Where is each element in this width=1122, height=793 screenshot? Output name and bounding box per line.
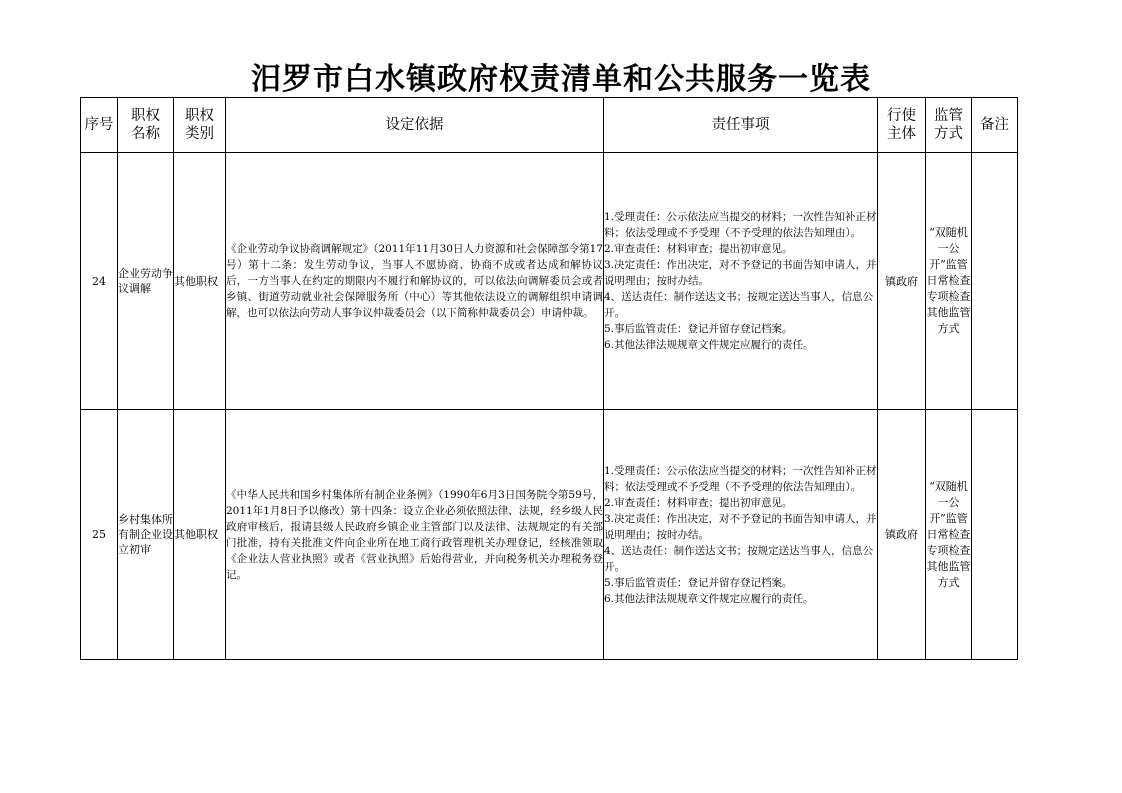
duty-item: 3.决定责任：作出决定，对不予登记的书面告知申请人，并说明理由；按时办结。 [604,259,877,287]
header-name: 职权名称 [118,98,174,153]
row-name: 乡村集体所有制企业设立初审 [118,410,174,660]
duty-item: 2.审查责任：材料审查；提出初审意见。 [604,243,793,255]
duty-item: 1.受理责任：公示依法应当提交的材料；一次性告知补正材料；依法受理或不予受理（不予受理的依法告知理由）。 [604,211,877,239]
header-duties: 责任事项 [604,98,878,153]
duty-item: 4、送达责任：制作送达文书；按规定送达当事人，信息公开。 [604,291,874,319]
row-duties [604,153,878,410]
header-type: 职权类别 [174,98,226,153]
header-remarks: 备注 [972,98,1018,153]
row-subject: 镇政府 [878,153,926,410]
duty-item: 5.事后监管责任：登记并留存登记档案。 [604,576,793,589]
row-subject: 镇政府 [878,410,926,660]
header-supervision: 监管方式 [926,98,972,153]
row-remarks [972,410,1018,660]
duty-item: 5.事后监管责任：登记并留存登记档案。 [604,323,793,335]
row-basis: 《企业劳动争议协商调解规定》（2011年11月30日人力资源和社会保障部令第17号）第十二条：发生劳动争议，当事人不愿协商、协商不成或者达成和解协议后，一方当事人在约定的期限内不履行和解协议的，可以依法向调解委员会或者乡镇、街道劳动就业社会保障服务所（中心）等其他依法设立的调解组织申请调解，也可以依法向劳动人事争议仲裁委员会（以下简称仲裁委员会）申请仲裁。 [226,153,604,410]
row-basis: 《中华人民共和国乡村集体所有制企业条例》（1990年6月3日国务院令第59号，2011年1月8日予以修改）第十四条：设立企业必须依照法律、法规，经乡级人民政府审核后，报请县级人民政府乡镇企业主管部门以及法律、法规规定的有关部门批准，持有关批准文件向企业所在地工商行政管理机关办理登记，经核准领取《企业法人营业执照》或者《营业执照》后始得营业，并向税务机关办理税务登记。 [226,410,604,660]
table-row [81,153,1018,410]
duty-item: 2.审查责任：材料审查；提出初审意见。 [604,496,793,509]
header-subject: 行使主体 [878,98,926,153]
row-seq: 24 [81,153,118,410]
row-supervision: “双随机一公开”监管日常检查专项检查其他监管方式 [926,410,972,660]
row-name: 企业劳动争议调解 [118,153,174,410]
authority-table [80,97,1018,660]
duty-item: 3.决定责任：作出决定，对不予登记的书面告知申请人，并说明理由；按时办结。 [604,512,877,541]
duty-item: 6.其他法律法规规章文件规定应履行的责任。 [604,592,814,605]
header-seq: 序号 [81,98,118,153]
row-type: 其他职权 [174,153,226,410]
page-title: 汨罗市白水镇政府权责清单和公共服务一览表 [251,62,871,97]
duty-item: 6.其他法律法规规章文件规定应履行的责任。 [604,339,814,351]
row-duties [604,410,878,660]
duty-item: 1.受理责任：公示依法应当提交的材料；一次性告知补正材料；依法受理或不予受理（不予受理的依法告知理由）。 [604,464,877,493]
duty-item: 4、送达责任：制作送达文书；按规定送达当事人，信息公开。 [604,544,874,573]
header-basis: 设定依据 [226,98,604,153]
row-type: 其他职权 [174,410,226,660]
row-supervision: “双随机一公开”监管日常检查专项检查其他监管方式 [926,153,972,410]
row-remarks [972,153,1018,410]
table-header-row [81,98,1018,153]
row-seq: 25 [81,410,118,660]
table-row [81,410,1018,660]
